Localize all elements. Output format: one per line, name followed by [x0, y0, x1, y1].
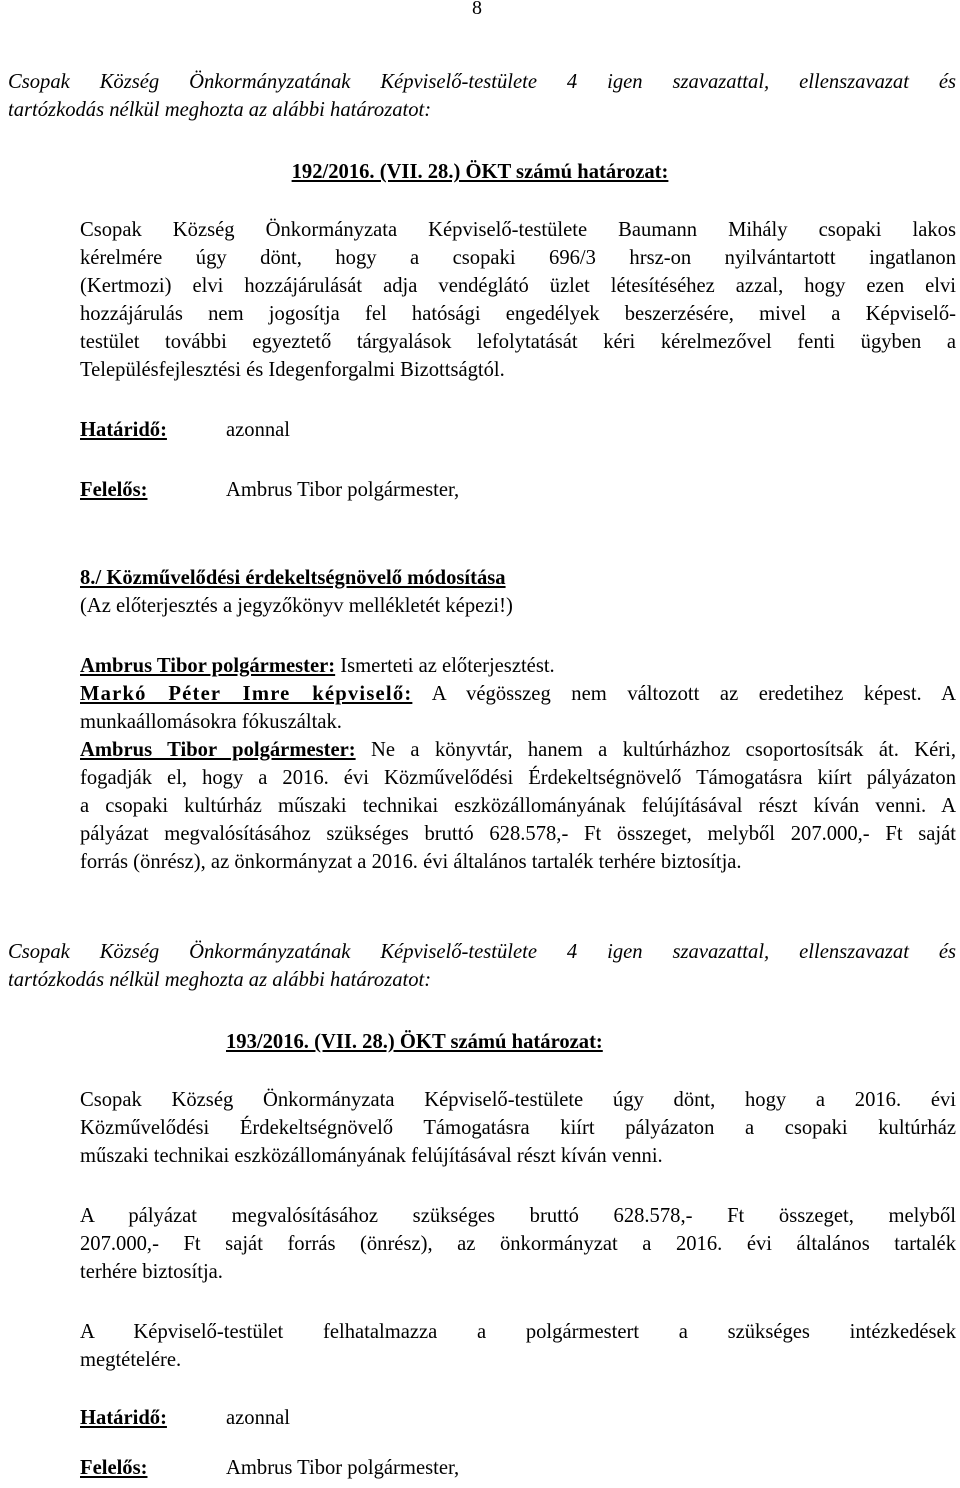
vote-line: tartózkodás nélkül meghozta az alábbi határozatot:	[8, 99, 432, 121]
resolution-line: Településfejlesztési és Idegenforgalmi Bizottságtól.	[80, 359, 505, 381]
agenda-item-title: 8./ Közművelődési érdekeltségnövelő módosítása	[80, 567, 506, 589]
resolution-line: Csopak Község Önkormányzata Képviselő-testülete Baumann Mihály csopaki lakos	[80, 219, 956, 241]
resolution-line: A Képviselő-testület felhatalmazza a polgármestert a szükséges intézkedések	[80, 1321, 956, 1343]
discussion-entry	[80, 736, 956, 764]
speech-text: munkaállomásokra fókuszáltak.	[80, 711, 342, 733]
deadline-value: azonnal	[226, 1407, 291, 1429]
speaker-name: Markó Péter Imre képviselő:	[80, 683, 413, 705]
resolution-line: megtételére.	[80, 1349, 182, 1371]
speaker-name: Ambrus Tibor polgármester:	[80, 655, 336, 677]
vote-line: Csopak Község Önkormányzatának Képviselő-testülete 4 igen szavazattal, ellenszavazat és	[8, 71, 956, 93]
responsible-value: Ambrus Tibor polgármester,	[226, 1457, 460, 1479]
resolution-line: terhére biztosítja.	[80, 1261, 223, 1283]
agenda-item-note: (Az előterjesztés a jegyzőkönyv mellékletét képezi!)	[80, 595, 513, 617]
responsible-label: Felelős:	[80, 1457, 148, 1479]
resolution-line: műszaki technikai eszközállományának felújításával részt kíván venni.	[80, 1145, 663, 1167]
speech-text: pályázat megvalósításához szükséges bruttó 628.578,- Ft összeget, melyből 207.000,- Ft saját	[80, 823, 956, 845]
discussion-entry	[80, 652, 956, 680]
speech-text: a csopaki kultúrház műszaki technikai eszközállományának felújításával részt kíván venni. A	[80, 795, 956, 817]
speech-text: Ismerteti az előterjesztést.	[335, 655, 555, 677]
resolution-line: 207.000,- Ft saját forrás (önrész), az önkormányzat a 2016. évi általános tartalék	[80, 1233, 956, 1255]
page-number: 8	[472, 0, 482, 19]
responsible-value: Ambrus Tibor polgármester,	[226, 479, 460, 501]
deadline-label: Határidő:	[80, 419, 167, 441]
resolution-line: Közművelődési Érdekeltségnövelő Támogatásra kiírt pályázaton a csopaki kultúrház	[80, 1117, 956, 1139]
deadline-label: Határidő:	[80, 1407, 167, 1429]
resolution-line: testület további egyeztető tárgyalások lefolytatását kéri kérelmezővel fenti ügyben a	[80, 331, 956, 353]
resolution-line: A pályázat megvalósításához szükséges bruttó 628.578,- Ft összeget, melyből	[80, 1205, 956, 1227]
resolution-line: kérelmére úgy dönt, hogy a csopaki 696/3 hrsz-on nyilvántartott ingatlanon	[80, 247, 956, 269]
resolution-title-2: 193/2016. (VII. 28.) ÖKT számú határozat:	[226, 1031, 603, 1053]
resolution-line: (Kertmozi) elvi hozzájárulását adja vendéglátó üzlet létesítéséhez azzal, hogy ezen elvi	[80, 275, 956, 297]
vote-line: Csopak Község Önkormányzatának Képviselő-testülete 4 igen szavazattal, ellenszavazat és	[8, 941, 956, 963]
discussion-entry	[80, 680, 956, 708]
resolution-title-1: 192/2016. (VII. 28.) ÖKT számú határozat:	[291, 161, 669, 183]
responsible-label: Felelős:	[80, 479, 148, 501]
speech-text: forrás (önrész), az önkormányzat a 2016. évi általános tartalék terhére biztosítja.	[80, 851, 742, 873]
resolution-line: Csopak Község Önkormányzata Képviselő-testülete úgy dönt, hogy a 2016. évi	[80, 1089, 956, 1111]
speech-text: Ne a könyvtár, hanem a kultúrházhoz csoportosítsák át. Kéri,	[355, 739, 956, 761]
speech-text: fogadják el, hogy a 2016. évi Közművelődési Érdekeltségnövelő Támogatásra kiírt pályázaton	[80, 767, 956, 789]
vote-line: tartózkodás nélkül meghozta az alábbi határozatot:	[8, 969, 432, 991]
speech-text: A végösszeg nem változott az eredetihez képest. A	[412, 683, 956, 705]
speaker-name: Ambrus Tibor polgármester:	[80, 739, 356, 761]
resolution-line: hozzájárulás nem jogosítja fel hatósági engedélyek beszerzésére, mivel a Képviselő-	[80, 303, 956, 325]
deadline-value: azonnal	[226, 419, 291, 441]
